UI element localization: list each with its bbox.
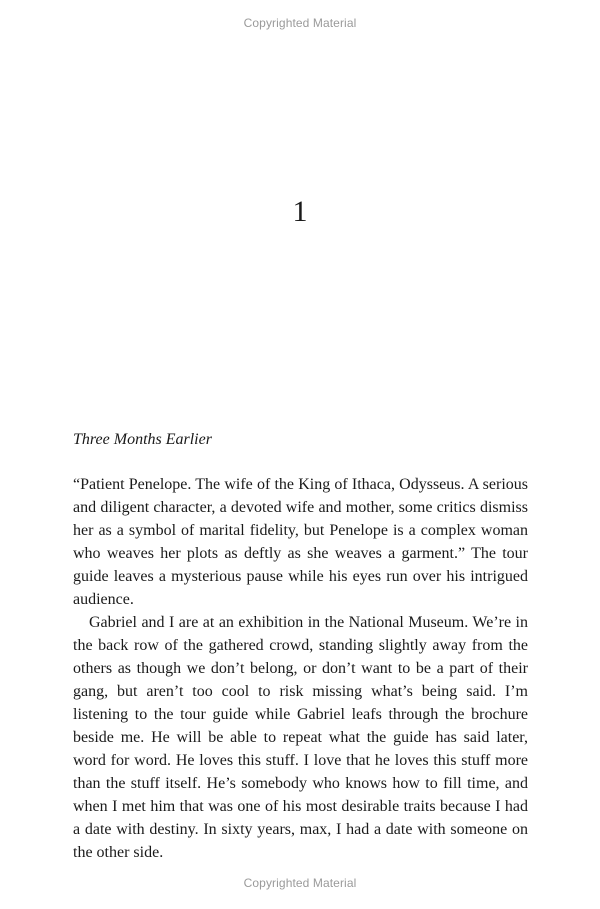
body-text bbox=[73, 473, 528, 864]
paragraph-1: “Patient Penelope. The wife of the King of Ithaca, Odysseus. A serious and diligent character, a devoted wife and mother, some critics dismiss her as a symbol of marital fidelity, but Penelope is a complex woman who weaves her plots as deftly as she weaves a garment.” The tour guide leaves a mysterious pause while his eyes run over his intrigued audience. bbox=[73, 476, 528, 608]
chapter-number: 1 bbox=[292, 195, 308, 228]
copyright-watermark-bottom: Copyrighted Material bbox=[243, 876, 357, 890]
paragraph-2: Gabriel and I are at an exhibition in the National Museum. We’re in the back row of the gathered crowd, standing slightly away from the others as though we don’t belong, or don’t want to be a part of their gang, but aren’t too cool to risk missing what’s being said. I’m listening to the tour guide while Gabriel leafs through the brochure beside me. He will be able to repeat what the guide has said later, word for word. He loves this stuff. I love that he loves this stuff more than the stuff itself. He’s somebody who knows how to fill time, and when I met him that was one of his most desirable traits because I had a date with destiny. In sixty years, max, I had a date with someone on the other side. bbox=[73, 614, 528, 861]
copyright-watermark-top: Copyrighted Material bbox=[243, 16, 357, 30]
section-heading: Three Months Earlier bbox=[73, 431, 212, 448]
